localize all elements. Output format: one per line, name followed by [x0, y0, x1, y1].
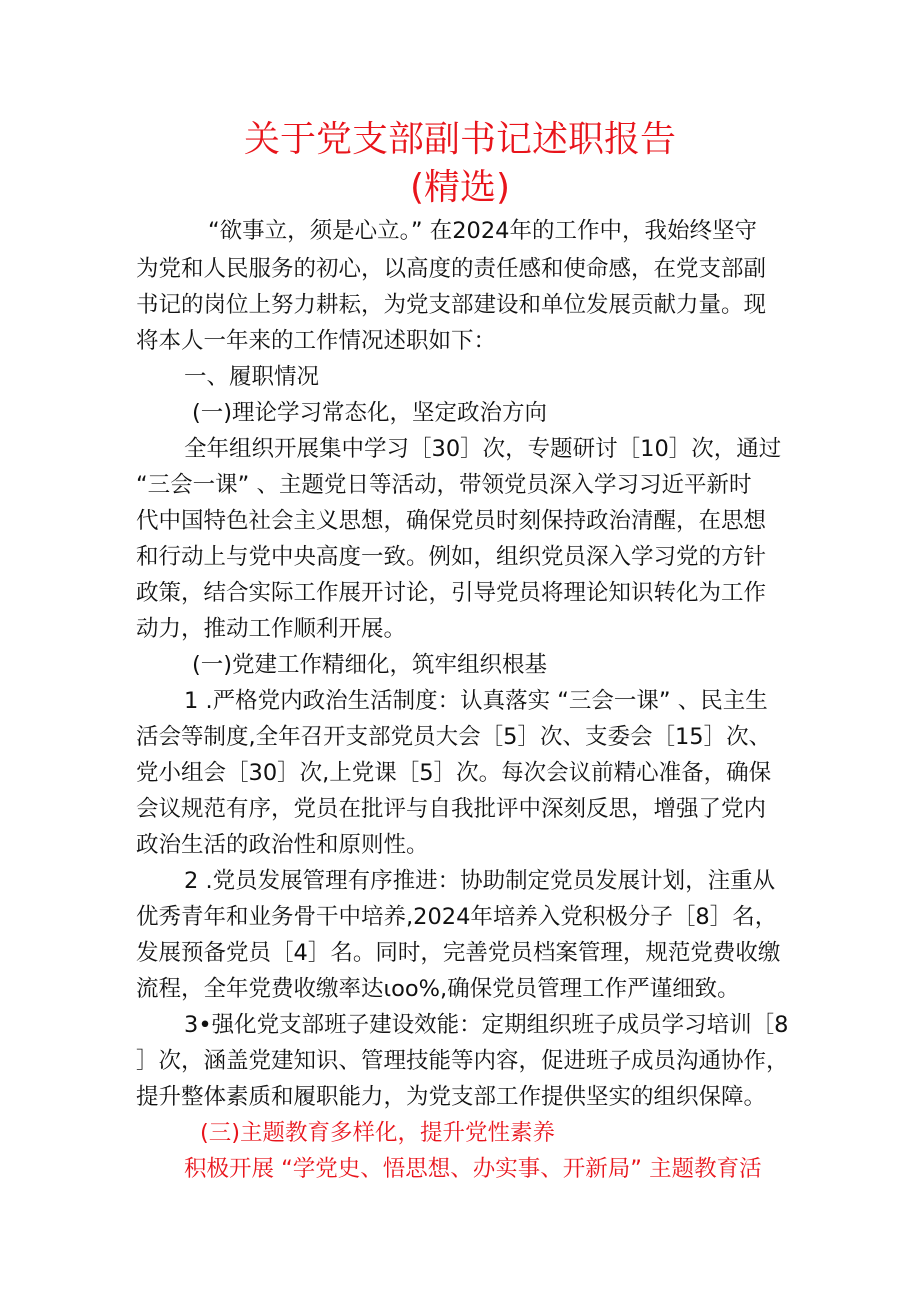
paragraph-line: 3•强化党支部班子建设效能：定期组织班子成员学习培训［8 [184, 1012, 789, 1038]
section-heading: 一、履职情况 [184, 364, 320, 390]
paragraph-line: “三会一课” 、主题党日等活动，带领党员深入学习习近平新时 [136, 472, 752, 498]
paragraph-line: 书记的岗位上努力耕耘，为党支部建设和单位发展贡献力量。现 [136, 292, 767, 318]
paragraph-line-red: 积极开展 “学党史、悟思想、办实事、开新局” 主题教育活 [184, 1156, 762, 1182]
paragraph-line: 提升整体素质和履职能力，为党支部工作提供坚实的组织保障。 [136, 1084, 767, 1110]
subsection-heading: (一)党建工作精细化，筑牢组织根基 [192, 652, 548, 678]
paragraph-line: 优秀青年和业务骨干中培养,2024年培养入党积极分子［8］名， [136, 904, 778, 930]
paragraph-line: 党小组会［30］次,上党课［5］次。每次会议前精心准备，确保 [136, 760, 772, 786]
paragraph-line: 动力，推动工作顺利开展。 [136, 616, 407, 642]
subsection-heading: (一)理论学习常态化，坚定政治方向 [192, 400, 548, 426]
paragraph-line: ］次，涵盖党建知识、管理技能等内容，促进班子成员沟通协作， [136, 1048, 789, 1074]
paragraph-line: “欲事立，须是心立。” 在2024年的工作中，我始终坚守 [208, 218, 757, 244]
paragraph-line: 活会等制度,全年召开支部党员大会［5］次、支委会［15］次、 [136, 724, 772, 750]
subsection-heading-red: (三)主题教育多样化，提升党性素养 [200, 1120, 556, 1146]
paragraph-line: 和行动上与党中央高度一致。例如，组织党员深入学习党的方针 [136, 544, 767, 570]
paragraph-line: 1 .严格党内政治生活制度：认真落实 “三会一课” 、民主生 [184, 688, 768, 714]
document-title: 关于党支部副书记述职报告 [243, 119, 676, 160]
paragraph-line: 会议规范有序，党员在批评与自我批评中深刻反思，增强了党内 [136, 796, 767, 822]
paragraph-line: 流程，全年党费收缴率达ιoo%,确保党员管理工作严谨细致。 [136, 976, 740, 1002]
paragraph-line: 为党和人民服务的初心，以高度的责任感和使命感，在党支部副 [136, 256, 767, 282]
paragraph-line: 代中国特色社会主义思想，确保党员时刻保持政治清醒，在思想 [136, 508, 767, 534]
paragraph-line: 全年组织开展集中学习［30］次，专题研讨［10］次，通过 [184, 436, 782, 462]
paragraph-line: 政治生活的政治性和原则性。 [136, 832, 429, 858]
document-subtitle: (精选) [409, 167, 511, 208]
paragraph-line: 发展预备党员［4］名。同时，完善党员档案管理，规范党费收缴 [136, 940, 781, 966]
paragraph-line: 将本人一年来的工作情况述职如下： [136, 328, 497, 354]
paragraph-line: 2 .党员发展管理有序推进：协助制定党员发展计划，注重从 [184, 868, 776, 894]
paragraph-line: 政策，结合实际工作展开讨论，引导党员将理论知识转化为工作 [136, 580, 767, 606]
